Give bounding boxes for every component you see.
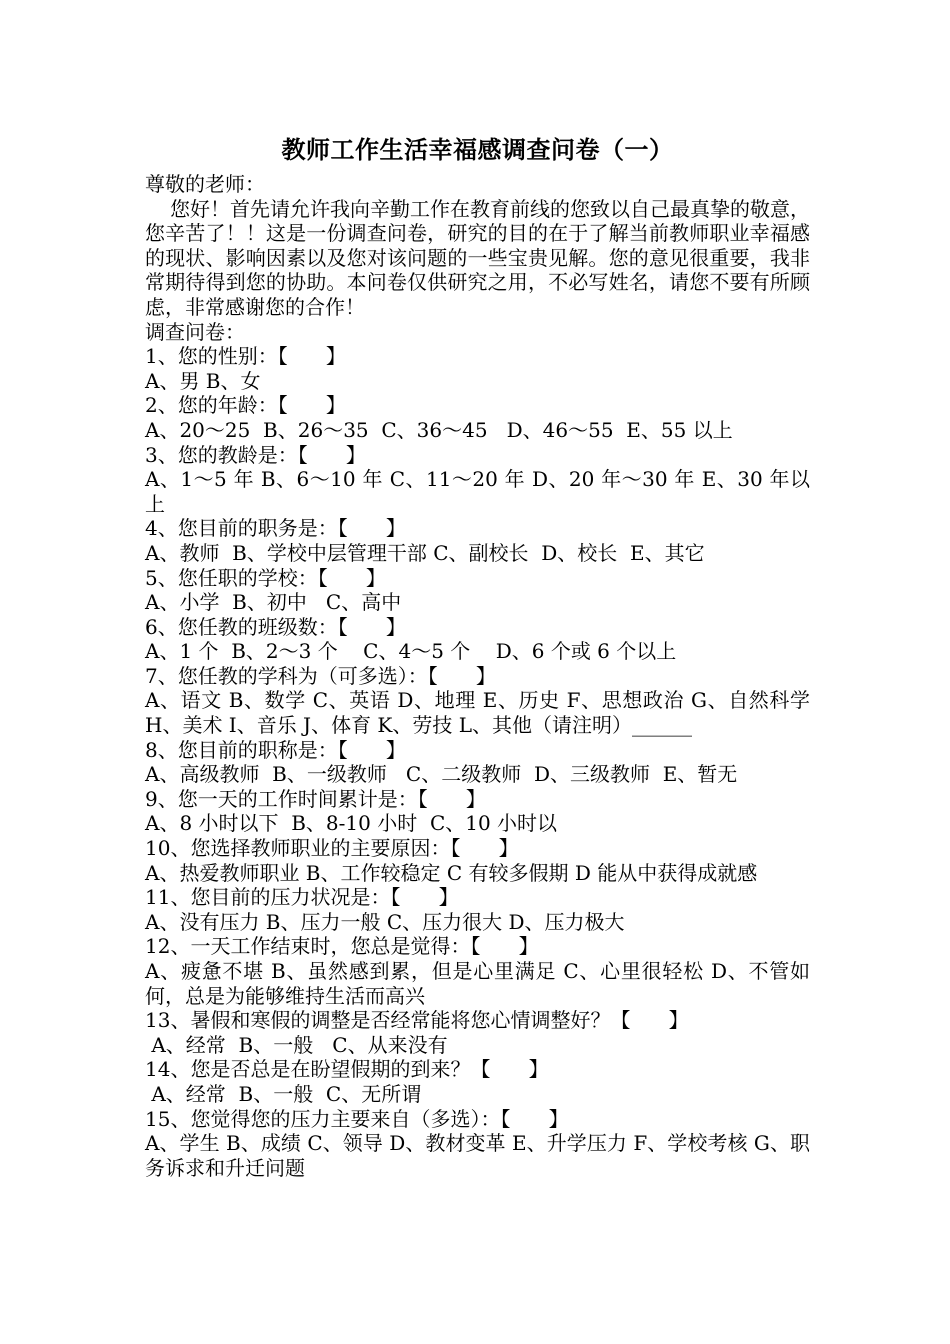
document-page (145, 132, 810, 1180)
question-1 (145, 344, 810, 393)
question-8 (145, 738, 810, 787)
question-options: A、热爱教师职业 B、工作较稳定 C 有较多假期 D 能从中获得成就感 (145, 860, 758, 885)
greeting: 尊敬的老师： (145, 172, 265, 196)
question-options: A、1 个 B、2～3 个 C、4～5 个 D、6 个或 6 个以上 (145, 639, 677, 664)
question-14 (145, 1057, 810, 1106)
question-text: 6、您任教的班级数：【 】 (145, 614, 406, 639)
question-options: A、小学 B、初中 C、高中 (145, 590, 402, 615)
question-5 (145, 566, 810, 615)
question-text: 12、一天工作结束时，您总是觉得：【 】 (145, 934, 539, 959)
question-text: 4、您目前的职务是：【 】 (145, 516, 406, 541)
question-6 (145, 615, 810, 664)
section-label: 调查问卷： (145, 319, 245, 344)
question-text: 8、您目前的职称是：【 】 (145, 737, 406, 762)
question-options: A、经常 B、一般 C、从来没有 (145, 1032, 448, 1057)
question-7 (145, 664, 810, 738)
question-15 (145, 1107, 810, 1181)
question-text: 7、您任教的学科为（可多选）：【 】 (145, 663, 496, 688)
question-options: A、教师 B、学校中层管理干部 C、副校长 D、校长 E、其它 (145, 540, 705, 565)
question-options: A、高级教师 B、一级教师 C、二级教师 D、三级教师 E、暂无 (145, 762, 738, 787)
question-2 (145, 393, 810, 442)
question-options: A、没有压力 B、压力一般 C、压力很大 D、压力极大 (145, 909, 625, 934)
question-10 (145, 836, 810, 885)
question-text: 1、您的性别：【 】 (145, 344, 346, 369)
question-text: 3、您的教龄是：【 】 (145, 442, 366, 467)
question-options: A、男 B、女 (145, 368, 261, 393)
question-text: 2、您的年龄：【 】 (145, 393, 346, 418)
question-text: 11、您目前的压力状况是：【 】 (145, 885, 459, 910)
question-4 (145, 516, 810, 565)
question-options: A、语文 B、数学 C、英语 D、地理 E、历史 F、思想政治 G、自然科学 H、美术 I、音乐 J、体育 K、劳技 L、其他（请注明）______ (145, 688, 810, 738)
question-3 (145, 443, 810, 517)
question-text: 13、暑假和寒假的调整是否经常能将您心情调整好？【 】 (145, 1008, 689, 1033)
question-text: 10、您选择教师职业的主要原因：【 】 (145, 836, 519, 861)
question-options: A、学生 B、成绩 C、领导 D、教材变革 E、升学压力 F、学校考核 G、职务诉求和升迁问题 (145, 1131, 810, 1180)
question-options: A、8 小时以下 B、8-10 小时 C、10 小时以 (145, 811, 558, 836)
question-11 (145, 885, 810, 934)
question-text: 5、您任职的学校：【 】 (145, 565, 386, 590)
question-options: A、20～25 B、26～35 C、36～45 D、46～55 E、55 以上 (145, 417, 733, 442)
question-13 (145, 1008, 810, 1057)
question-options: A、1～5 年 B、6～10 年 C、11～20 年 D、20 年～30 年 E、30 年以上 (145, 467, 810, 516)
question-12 (145, 934, 810, 1008)
question-9 (145, 787, 810, 836)
document-title: 教师工作生活幸福感调查问卷（一） (281, 136, 674, 164)
question-options: A、疲惫不堪 B、虽然感到累，但是心里满足 C、心里很轻松 D、不管如何，总是为能够维持生活而高兴 (145, 959, 810, 1008)
question-text: 15、您觉得您的压力主要来自（多选）：【 】 (145, 1106, 569, 1131)
intro-paragraph: 您好！首先请允许我向辛勤工作在教育前线的您致以自己最真挚的敬意，您辛苦了！！这是一份调查问卷，研究的目的在于了解当前教师职业幸福感的现状、影响因素以及您对该问题的一些宝贵见解。您的意见很重要，我非常期待得到您的协助。本问卷仅供研究之用，不必写姓名，请您不要有所顾虑，非常感谢您的合作！ (145, 196, 810, 319)
question-text: 9、您一天的工作时间累计是：【 】 (145, 786, 486, 811)
question-text: 14、您是否总是在盼望假期的到来？【 】 (145, 1057, 549, 1082)
question-options: A、经常 B、一般 C、无所谓 (145, 1081, 422, 1106)
